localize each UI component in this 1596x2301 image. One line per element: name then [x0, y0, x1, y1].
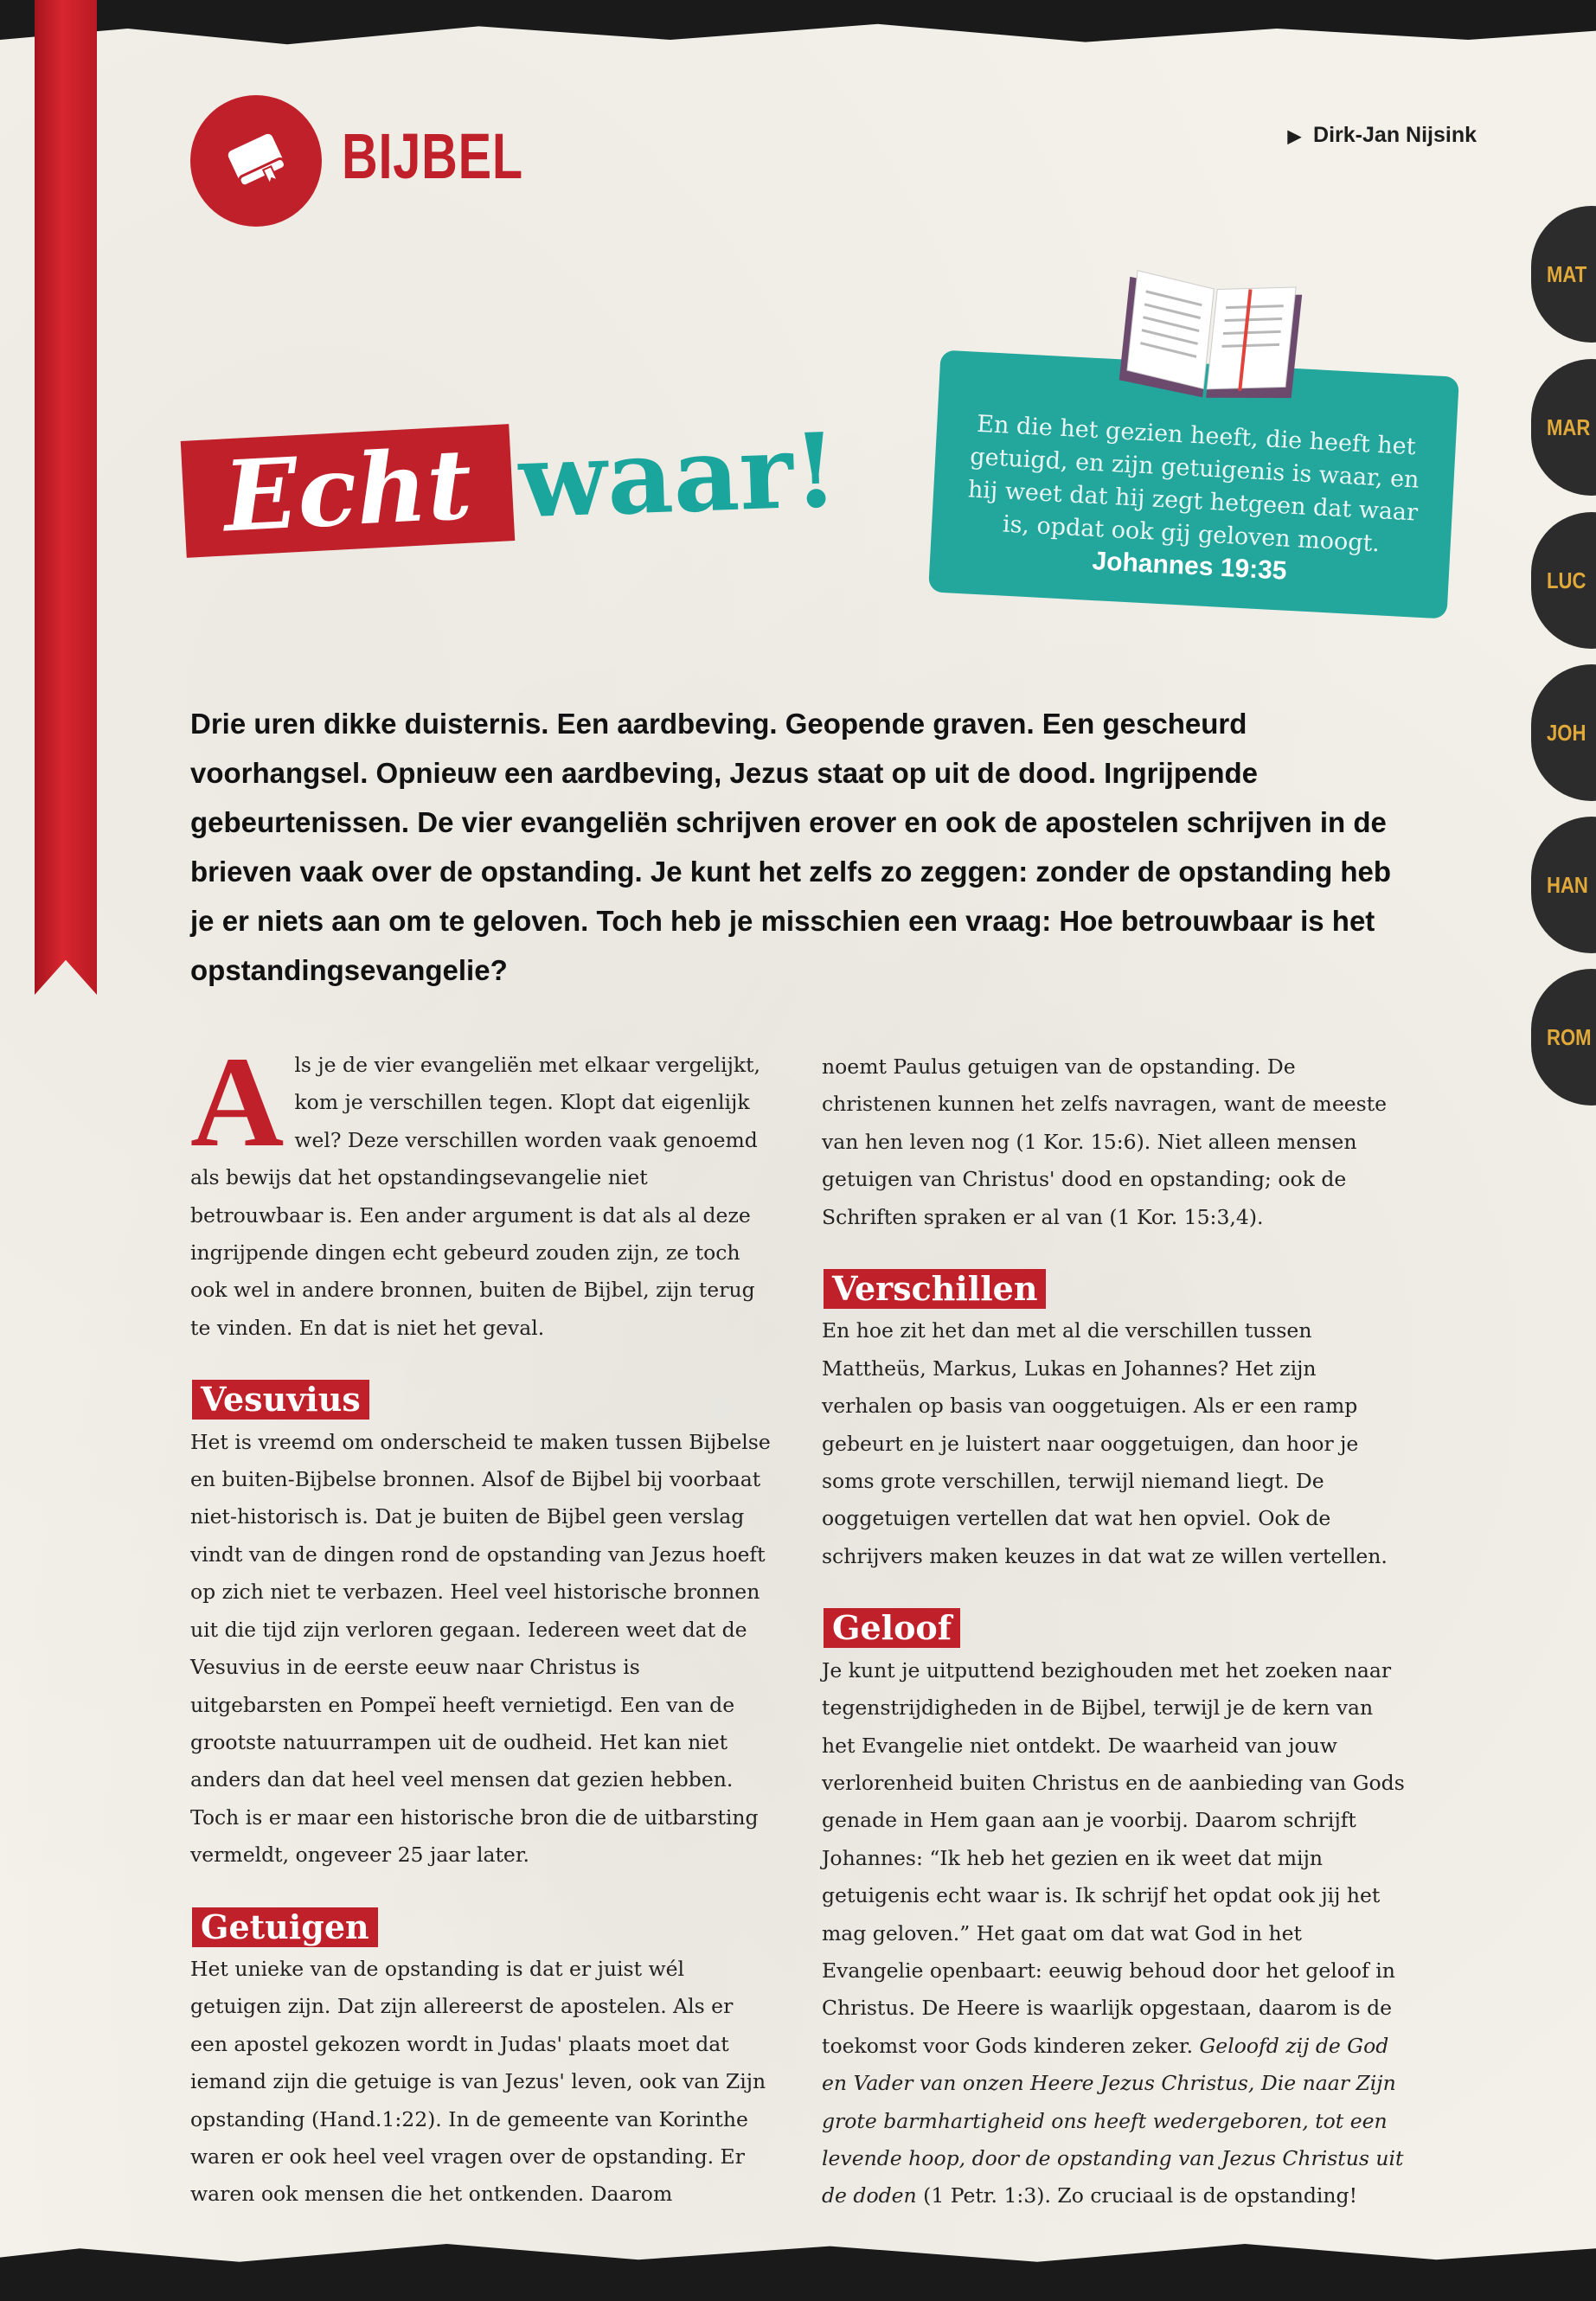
- subheading-getuigen: Getuigen: [192, 1907, 378, 1947]
- opening-paragraph: Als je de vier evangeliën met elkaar vergelijkt, kom je verschillen tegen. Klopt dat eigenlijk wel? Deze verschillen worden vaak genoemd als bewijs dat het opstandingsevangelie niet betrouwbaar is. Een ander argument is dat als al deze ingrijpende dingen echt gebeurd zouden zijn, ze toch ook wel in andere bronnen, buiten de Bijbel, zijn terug te vinden. En dat is niet het geval.: [190, 1030, 761, 1340]
- tab-mat[interactable]: MAT: [1531, 206, 1596, 343]
- paragraph-geloof: Je kunt je uitputtend bezighouden met het zoeken naar tegenstrijdigheden in de Bijbel, terwijl je de kern van het Evangelie niet ontdekt. De waarheid van jouw verlorenheid buiten Christus en de aanbieding van Gods genade in Hem gaan aan je voorbij. Daarom schrijft Johannes: “Ik heb het gezien en ik weet dat mijn getuigenis echt waar is. Ik schrijf het opdat ook jij het mag geloven.” Het gaat om dat wat God in het Evangelie openbaart: eeuwig behoud door het geloof in Christus. De Heere is waarlijk opgestaan, daarom is de toekomst voor Gods kinderen zeker. Geloofd zij de God en Vader van onzen Heere Jezus Christus, Die naar Zijn grote barmhartigheid ons heeft wedergeboren, tot een levende hoop, door de opstanding van Jezus Christus uit de doden (1 Petr. 1:3). Zo cruciaal is de opstanding!: [822, 1657, 1405, 2208]
- drop-cap: A: [190, 1030, 285, 1174]
- author-name: Dirk-Jan Nijsink: [1313, 123, 1477, 147]
- open-book-icon: [1107, 260, 1315, 407]
- subheading-geloof: Geloof: [824, 1608, 960, 1648]
- tab-joh[interactable]: JOH: [1531, 664, 1596, 801]
- author-byline: [1288, 123, 1477, 148]
- bookmark-ribbon: [35, 0, 97, 995]
- quote-reference: Johannes 19:35: [1091, 547, 1288, 586]
- tab-luc[interactable]: LUC: [1531, 512, 1596, 649]
- paragraph-continued: noemt Paulus getuigen van de opstanding. De christenen kunnen het zelfs navragen, want de meeste van hen leven nog (1 Kor. 15:6). Niet alleen mensen getuigen van Christus' dood en opstanding; ook de Schriften spraken er al van (1 Kor. 15:3,4).: [822, 1054, 1388, 1229]
- title-word-echt: Echt: [181, 424, 516, 558]
- tab-rom[interactable]: ROM: [1531, 969, 1596, 1106]
- paragraph-getuigen: Het unieke van de opstanding is dat er juist wél getuigen zijn. Dat zijn allereerst de apostelen. Als er een apostel gekozen wordt in Judas' plaats moet dat iemand zijn die getuige is van Jezus' leven, ook van Zijn opstanding (Hand.1:22). In de gemeente van Korinthe waren er ook heel veel vragen over de opstanding. Er waren ook mensen die het ontkenden. Daarom: [190, 1956, 766, 2207]
- bible-logo-icon: [190, 95, 322, 227]
- tab-han[interactable]: HAN: [1531, 817, 1596, 953]
- article-column-left: [190, 1030, 774, 2214]
- paragraph-verschillen: En hoe zit het dan met al die verschillen tussen Mattheüs, Markus, Lukas en Johannes? Het zijn verhalen op basis van ooggetuigen. Als er een ramp gebeurt en je luistert naar ooggetuigen, dan hoor je soms grote verschillen, terwijl niemand liegt. De ooggetuigen vertellen dat wat hen opviel. Ook de schrijvers maken keuzes in dat wat ze willen vertellen.: [822, 1318, 1388, 1568]
- article-column-right: [822, 1048, 1406, 2215]
- title-word-waar: waar!: [516, 409, 840, 542]
- tab-mar[interactable]: MAR: [1531, 359, 1596, 496]
- intro-paragraph: Drie uren dikke duisternis. Een aardbeving. Geopende graven. Een gescheurd voorhangsel. Opnieuw een aardbeving, Jezus staat op uit de dood. Ingrijpende gebeurtenissen. De vier evangeliën schrijven erover en ook de apostelen schrijven in de brieven vaak over de opstanding. Je kunt het zelfs zo zeggen: zonder de opstanding heb je er niets aan om te geloven. Toch heb je misschien een vraag: Hoe betrouwbaar is het opstandingsevangelie?: [190, 708, 1392, 986]
- paragraph-vesuvius: Het is vreemd om onderscheid te maken tussen Bijbelse en buiten-Bijbelse bronnen. Alsof de Bijbel bij voorbaat niet-historisch is. Dat je buiten de Bijbel geen verslag vindt van de dingen rond de opstanding van Jezus hoeft op zich niet te verbazen. Heel veel historische bronnen uit die tijd zijn verloren gegaan. Iedereen weet dat de Vesuvius in de eerste eeuw naar Christus is uitgebarsten en Pompeï heeft vernietigd. Een van de grootste natuurrampen uit de oudheid. Het kan niet anders dan dat heel veel mensen dat gezien hebben. Toch is er maar een historische bron die de uitbarsting vermeldt, ongeveer 25 jaar later.: [190, 1429, 771, 1868]
- quote-text: En die het gezien heeft, die heeft het getuigd, en zijn getuigenis is waar, en hij weet dat hij zegt hetgeen dat waar is, opdat ook gij geloven moogt.: [967, 410, 1420, 558]
- subheading-verschillen: Verschillen: [824, 1269, 1046, 1309]
- scripture-quote-italic: Geloofd zij de God en Vader van onzen Heere Jezus Christus, Die naar Zijn grote barmhartigheid ons heeft wedergeboren, tot een levende hoop, door de opstanding van Jezus Christus uit de doden: [822, 2033, 1404, 2208]
- subheading-vesuvius: Vesuvius: [192, 1380, 369, 1420]
- arrow-right-icon: ▶: [1287, 127, 1302, 146]
- section-label: BIJBEL: [342, 120, 523, 192]
